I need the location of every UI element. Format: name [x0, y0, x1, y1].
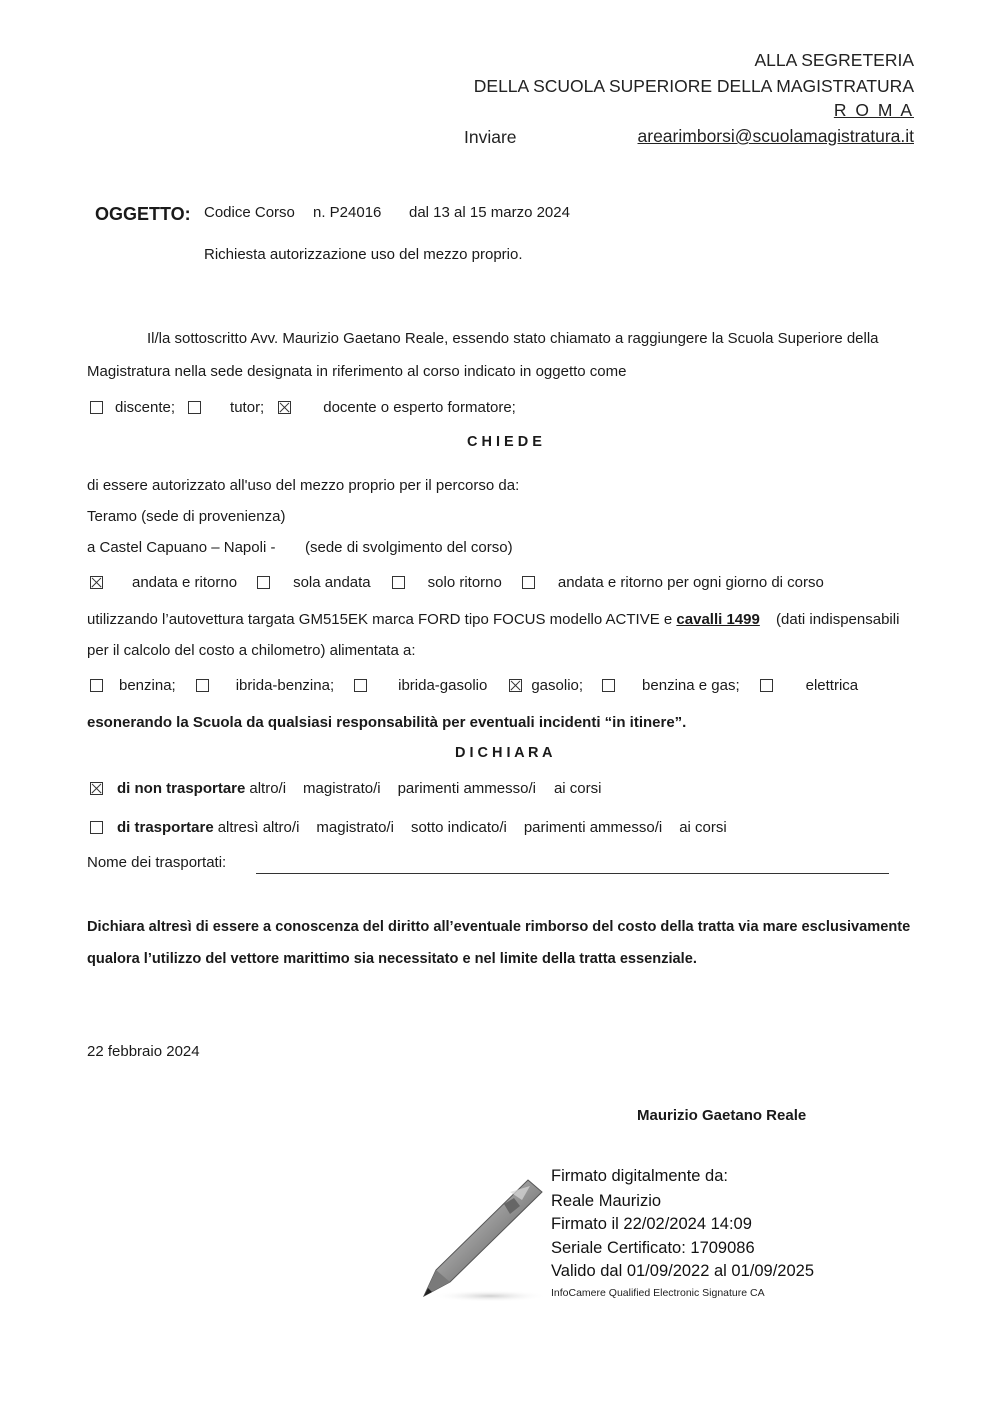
no-passengers-part-2: magistrato/i	[303, 780, 381, 797]
fuel-gasolio-checkbox[interactable]	[509, 679, 522, 692]
declaration-line-1: Dichiara altresì di essere a conoscenza del diritto all’eventuale rimborso del costo della tratta via mare esclusivamente	[87, 919, 911, 935]
with-passengers-part-4: parimenti ammesso/i	[523, 819, 663, 836]
destination-note: (sede di svolgimento del corso)	[305, 539, 513, 556]
signature-line-2: Reale Maurizio	[551, 1192, 662, 1210]
trip-oneway-label: sola andata	[293, 574, 371, 591]
send-label: Inviare	[464, 127, 517, 147]
trip-daily-label: andata e ritorno per ogni giorno di corso	[557, 574, 824, 591]
fuel-hybrid-petrol-checkbox[interactable]	[196, 679, 209, 692]
fuel-gasolio-label: gasolio;	[531, 677, 584, 694]
fuel-electric-label: elettrica	[805, 677, 859, 694]
subject-label: OGGETTO:	[95, 204, 191, 224]
vehicle-note: (dati indispensabili	[776, 611, 900, 628]
signer-name: Maurizio Gaetano Reale	[637, 1107, 807, 1124]
subject-request: Richiesta autorizzazione uso del mezzo proprio.	[204, 246, 523, 263]
trip-round-checkbox[interactable]	[90, 576, 103, 589]
with-passengers-part-3: sotto indicato/i	[410, 819, 507, 836]
role-discente-checkbox[interactable]	[90, 401, 103, 414]
document-date: 22 febbraio 2024	[87, 1043, 200, 1060]
fuel-hybrid-diesel-checkbox[interactable]	[354, 679, 367, 692]
role-docente-checkbox[interactable]	[278, 401, 291, 414]
email-link[interactable]: arearimborsi@scuolamagistratura.it	[637, 126, 914, 146]
no-passengers-part-3: parimenti ammesso/i	[397, 780, 536, 797]
fuel-benzina-label: benzina;	[119, 677, 176, 694]
fuel-options	[90, 677, 858, 694]
with-passengers-part-2: magistrato/i	[316, 819, 394, 836]
course-number: n. P24016	[313, 204, 382, 221]
no-passengers-option	[90, 780, 601, 797]
role-discente-label: discente;	[115, 399, 176, 416]
signature-line-4: Seriale Certificato: 1709086	[551, 1239, 755, 1257]
trip-oneway-checkbox[interactable]	[257, 576, 270, 589]
vehicle-description: utilizzando l’autovettura targata GM515EK marca FORD tipo FOCUS modello ACTIVE e	[87, 611, 673, 628]
no-passengers-part-4: ai corsi	[553, 780, 602, 797]
fuel-electric-checkbox[interactable]	[760, 679, 773, 692]
course-code-label: Codice Corso	[204, 204, 295, 221]
recipient-line-2: DELLA SCUOLA SUPERIORE DELLA MAGISTRATURA	[473, 76, 914, 96]
with-passengers-part-1: altresì altro/i	[217, 819, 300, 836]
no-passengers-part-1: altro/i	[249, 780, 287, 797]
fuel-gas-label: benzina e gas;	[642, 677, 740, 694]
pen-icon	[410, 1170, 550, 1305]
vehicle-line-1	[87, 611, 899, 628]
with-passengers-checkbox[interactable]	[90, 821, 103, 834]
passengers-name-line[interactable]	[256, 873, 889, 874]
dichiara-heading: D I C H I A R A	[455, 745, 553, 761]
role-docente-label: docente o esperto formatore;	[323, 399, 516, 416]
recipient-line-1: ALLA SEGRETERIA	[754, 50, 914, 70]
authorization-text: di essere autorizzato all'uso del mezzo proprio per il percorso da:	[87, 477, 520, 494]
trip-round-label: andata e ritorno	[132, 574, 238, 591]
signature-ca: InfoCamere Qualified Electronic Signature CA	[551, 1287, 765, 1299]
with-passengers-option	[90, 819, 727, 836]
no-passengers-bold: di non trasportare	[117, 780, 246, 797]
trip-return-label: solo ritorno	[427, 574, 502, 591]
origin-text: Teramo (sede di provenienza)	[87, 508, 286, 525]
no-passengers-checkbox[interactable]	[90, 782, 103, 795]
fuel-gas-checkbox[interactable]	[602, 679, 615, 692]
liability-text: esonerando la Scuola da qualsiasi responsabilità per eventuali incidenti “in itinere”.	[87, 714, 687, 731]
trip-daily-checkbox[interactable]	[522, 576, 535, 589]
chiede-heading: C H I E D E	[467, 434, 542, 450]
course-dates: dal 13 al 15 marzo 2024	[409, 204, 570, 221]
signature-line-3: Firmato il 22/02/2024 14:09	[551, 1215, 752, 1233]
intro-line-2: Magistratura nella sede designata in riferimento al corso indicato in oggetto come	[87, 363, 627, 380]
with-passengers-bold: di trasportare	[117, 819, 214, 836]
passengers-label: Nome dei trasportati:	[87, 854, 227, 871]
signature-line-1: Firmato digitalmente da:	[551, 1167, 728, 1185]
fuel-hybrid-diesel-label: ibrida-gasolio	[398, 677, 488, 694]
role-tutor-label: tutor;	[230, 399, 265, 416]
signature-line-5: Valido dal 01/09/2022 al 01/09/2025	[551, 1262, 815, 1280]
role-options	[90, 399, 516, 416]
vehicle-line-2: per il calcolo del costo a chilometro) alimentata a:	[87, 642, 416, 659]
declaration-line-2: qualora l’utilizzo del vettore marittimo sia necessitato e nel limite della tratta essenziale.	[87, 951, 697, 967]
destination-text: a Castel Capuano – Napoli -	[87, 539, 276, 556]
fuel-benzina-checkbox[interactable]	[90, 679, 103, 692]
trip-return-checkbox[interactable]	[392, 576, 405, 589]
role-tutor-checkbox[interactable]	[188, 401, 201, 414]
intro-line-1: Il/la sottoscritto Avv. Maurizio Gaetano Reale, essendo stato chiamato a raggiungere la Scuola Superiore della	[147, 330, 879, 347]
vehicle-horsepower: cavalli 1499	[676, 611, 760, 628]
fuel-hybrid-petrol-label: ibrida-benzina;	[235, 677, 335, 694]
recipient-city: R O M A	[833, 100, 914, 120]
trip-options	[90, 574, 824, 591]
with-passengers-part-5: ai corsi	[679, 819, 727, 836]
